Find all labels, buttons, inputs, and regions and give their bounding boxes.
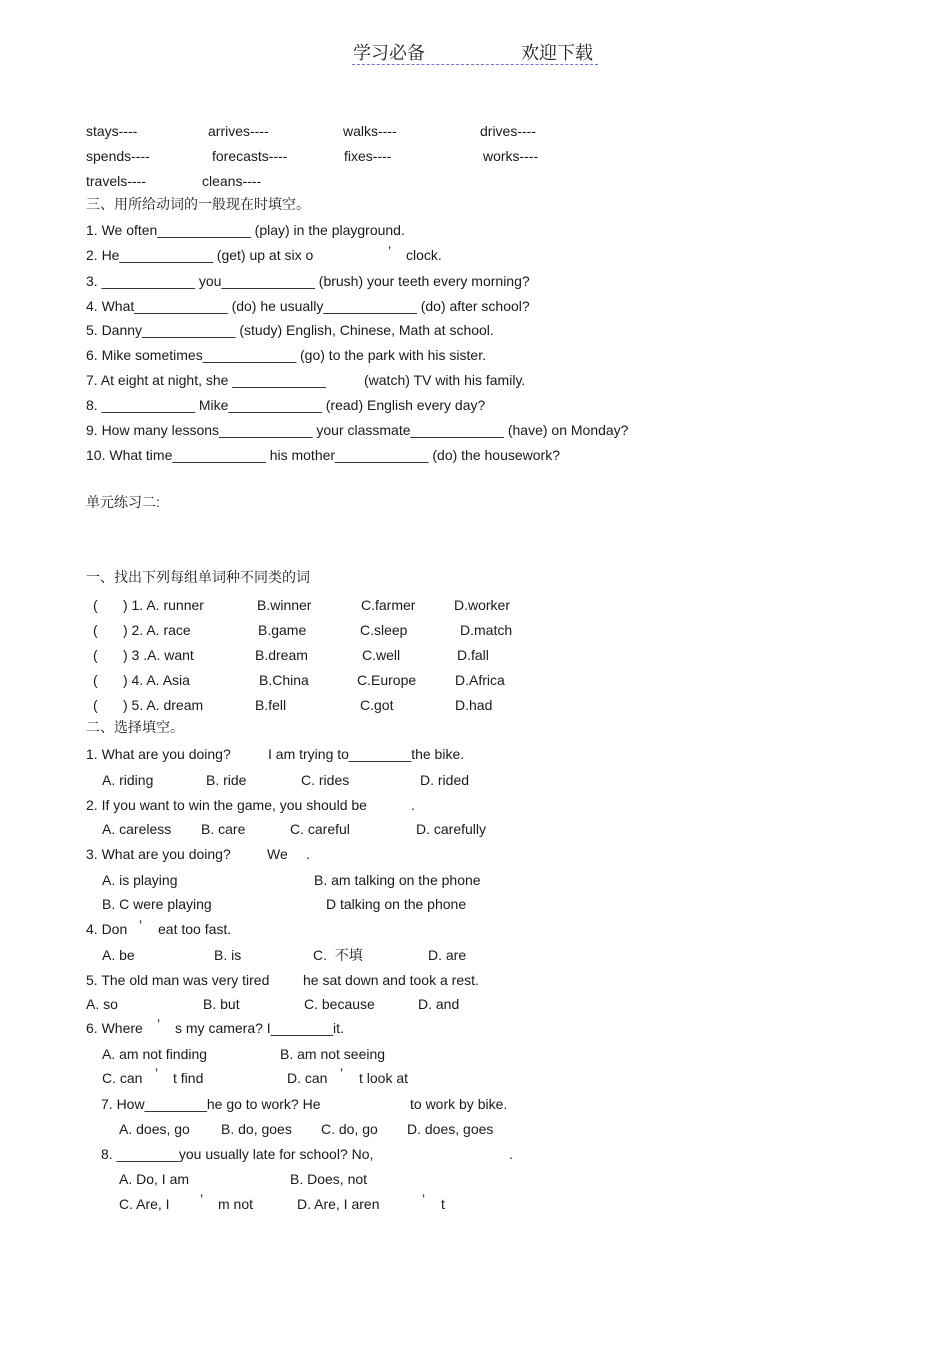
option-d-tail: t look at bbox=[359, 1070, 409, 1086]
option-d: D. are bbox=[428, 947, 467, 963]
option-a: A. does, go bbox=[119, 1121, 190, 1137]
option-b: B. do, goes bbox=[221, 1121, 292, 1137]
verb-item: spends---- bbox=[86, 148, 150, 164]
option-a: A. be bbox=[102, 947, 135, 963]
section-heading: 二、选择填空。 bbox=[86, 719, 184, 735]
question-end-mark: . bbox=[411, 797, 415, 813]
apostrophe-mark: ’ bbox=[422, 1191, 426, 1207]
question-stem-cont: he sat down and took a rest. bbox=[303, 972, 479, 988]
apostrophe-mark: ’ bbox=[200, 1191, 204, 1207]
option-d: D talking on the phone bbox=[326, 896, 467, 912]
verb-item: forecasts---- bbox=[212, 148, 288, 164]
question-stem: ) 1. A. runner bbox=[123, 597, 204, 613]
option-b: B.fell bbox=[255, 697, 287, 713]
apostrophe-mark: ’ bbox=[139, 917, 143, 933]
question-stem: ) 5. A. dream bbox=[123, 697, 204, 713]
option-b: B. Does, not bbox=[290, 1171, 368, 1187]
option-d: D. can bbox=[287, 1070, 328, 1086]
unit-title: 单元练习二: bbox=[86, 494, 160, 510]
question-stem: 6. Where bbox=[86, 1020, 143, 1036]
option-a: A. riding bbox=[102, 772, 154, 788]
section-heading: 一、找出下列每组单词种不同类的词 bbox=[86, 569, 310, 585]
question-stem: 1. What are you doing? bbox=[86, 746, 231, 762]
option-d: D. carefully bbox=[416, 821, 487, 837]
verb-item: fixes---- bbox=[344, 148, 392, 164]
apostrophe-mark: ’ bbox=[157, 1016, 161, 1032]
answer-paren: ( bbox=[93, 672, 98, 688]
option-c: C.got bbox=[360, 697, 394, 713]
exercise-item: 2. He____________ (get) up at six o bbox=[86, 247, 314, 263]
option-a: A. is playing bbox=[102, 872, 178, 888]
option-b: B. ride bbox=[206, 772, 247, 788]
apostrophe-mark: ’ bbox=[340, 1065, 344, 1081]
option-b: B.dream bbox=[255, 647, 308, 663]
option-c: C. 不填 bbox=[313, 947, 363, 963]
verb-item: drives---- bbox=[480, 123, 536, 139]
question-stem: ) 3 .A. want bbox=[123, 647, 194, 663]
option-a: A. Do, I am bbox=[119, 1171, 190, 1187]
exercise-item: 4. What____________ (do) he usually____________ (do) after school? bbox=[86, 298, 530, 314]
header-right-title: 欢迎下载 bbox=[521, 43, 593, 63]
option-c: C. because bbox=[304, 996, 375, 1012]
option-c: C. do, go bbox=[321, 1121, 378, 1137]
verb-item: travels---- bbox=[86, 173, 146, 189]
exercise-item: 5. Danny____________ (study) English, Chinese, Math at school. bbox=[86, 322, 494, 338]
option-d: D. rided bbox=[420, 772, 470, 788]
option-d: D. Are, I aren bbox=[297, 1196, 380, 1212]
exercise-item: 9. How many lessons____________ your classmate____________ (have) on Monday? bbox=[86, 422, 629, 438]
exercise-item-tail: (watch) TV with his family. bbox=[364, 372, 526, 388]
question-stem-cont: s my camera? I________it. bbox=[175, 1020, 344, 1036]
question-stem: 3. What are you doing? bbox=[86, 846, 231, 862]
question-end-mark: . bbox=[509, 1146, 513, 1162]
exercise-item-tail: clock. bbox=[406, 247, 442, 263]
option-c-tail: m not bbox=[218, 1196, 254, 1212]
option-d: D.fall bbox=[457, 647, 489, 663]
verb-item: cleans---- bbox=[202, 173, 262, 189]
question-stem: 8. ________you usually late for school? No, bbox=[101, 1146, 374, 1162]
option-a: A. so bbox=[86, 996, 118, 1012]
option-c: C.sleep bbox=[360, 622, 408, 638]
apostrophe-mark: ’ bbox=[388, 243, 392, 259]
question-stem-cont: eat too fast. bbox=[158, 921, 232, 937]
option-c: C. careful bbox=[290, 821, 350, 837]
question-stem: 7. How________he go to work? He bbox=[101, 1096, 321, 1112]
option-d: D.Africa bbox=[455, 672, 505, 688]
exercise-item: 8. ____________ Mike____________ (read) English every day? bbox=[86, 397, 486, 413]
option-d: D. does, goes bbox=[407, 1121, 494, 1137]
exercise-item: 7. At eight at night, she ____________ bbox=[86, 372, 326, 388]
header-dashed-underline bbox=[352, 64, 598, 65]
option-d: D.match bbox=[460, 622, 513, 638]
option-b: B. is bbox=[214, 947, 242, 963]
option-d-tail: t bbox=[441, 1196, 445, 1212]
answer-paren: ( bbox=[93, 647, 98, 663]
option-d: D.worker bbox=[454, 597, 511, 613]
verb-item: walks---- bbox=[343, 123, 397, 139]
question-stem: 5. The old man was very tired bbox=[86, 972, 270, 988]
header-left-title: 学习必备 bbox=[353, 43, 425, 63]
question-stem-cont: to work by bike. bbox=[410, 1096, 508, 1112]
option-c: C.Europe bbox=[357, 672, 417, 688]
option-b: B.China bbox=[259, 672, 309, 688]
question-stem: 4. Don bbox=[86, 921, 128, 937]
option-b: B. am not seeing bbox=[280, 1046, 386, 1062]
option-d: D. and bbox=[418, 996, 460, 1012]
answer-paren: ( bbox=[93, 597, 98, 613]
option-c: B. C were playing bbox=[102, 896, 212, 912]
question-stem-cont: I am trying to________the bike. bbox=[268, 746, 465, 762]
exercise-item: 6. Mike sometimes____________ (go) to the park with his sister. bbox=[86, 347, 486, 363]
question-stem-cont: We bbox=[267, 846, 288, 862]
option-c: C. can bbox=[102, 1070, 143, 1086]
option-c: C.well bbox=[362, 647, 401, 663]
option-c: C.farmer bbox=[361, 597, 416, 613]
question-stem: ) 4. A. Asia bbox=[123, 672, 190, 688]
question-end-mark: . bbox=[306, 846, 310, 862]
option-a: A. careless bbox=[102, 821, 172, 837]
option-b: B.winner bbox=[257, 597, 312, 613]
question-stem: ) 2. A. race bbox=[123, 622, 191, 638]
exercise-item: 1. We often____________ (play) in the playground. bbox=[86, 222, 405, 238]
answer-paren: ( bbox=[93, 622, 98, 638]
option-c: C. rides bbox=[301, 772, 350, 788]
option-b: B. care bbox=[201, 821, 246, 837]
answer-paren: ( bbox=[93, 697, 98, 713]
option-b: B. am talking on the phone bbox=[314, 872, 481, 888]
apostrophe-mark: ’ bbox=[155, 1065, 159, 1081]
verb-item: arrives---- bbox=[208, 123, 269, 139]
section-heading: 三、用所给动词的一般现在时填空。 bbox=[86, 196, 310, 212]
verb-item: works---- bbox=[483, 148, 539, 164]
option-d: D.had bbox=[455, 697, 493, 713]
option-b: B. but bbox=[203, 996, 240, 1012]
exercise-item: 3. ____________ you____________ (brush) your teeth every morning? bbox=[86, 273, 530, 289]
question-stem: 2. If you want to win the game, you should be bbox=[86, 797, 367, 813]
exercise-item: 10. What time____________ his mother____________ (do) the housework? bbox=[86, 447, 560, 463]
option-c-tail: t find bbox=[173, 1070, 204, 1086]
option-b: B.game bbox=[258, 622, 307, 638]
verb-item: stays---- bbox=[86, 123, 138, 139]
option-a: A. am not finding bbox=[102, 1046, 208, 1062]
option-c: C. Are, I bbox=[119, 1196, 170, 1212]
